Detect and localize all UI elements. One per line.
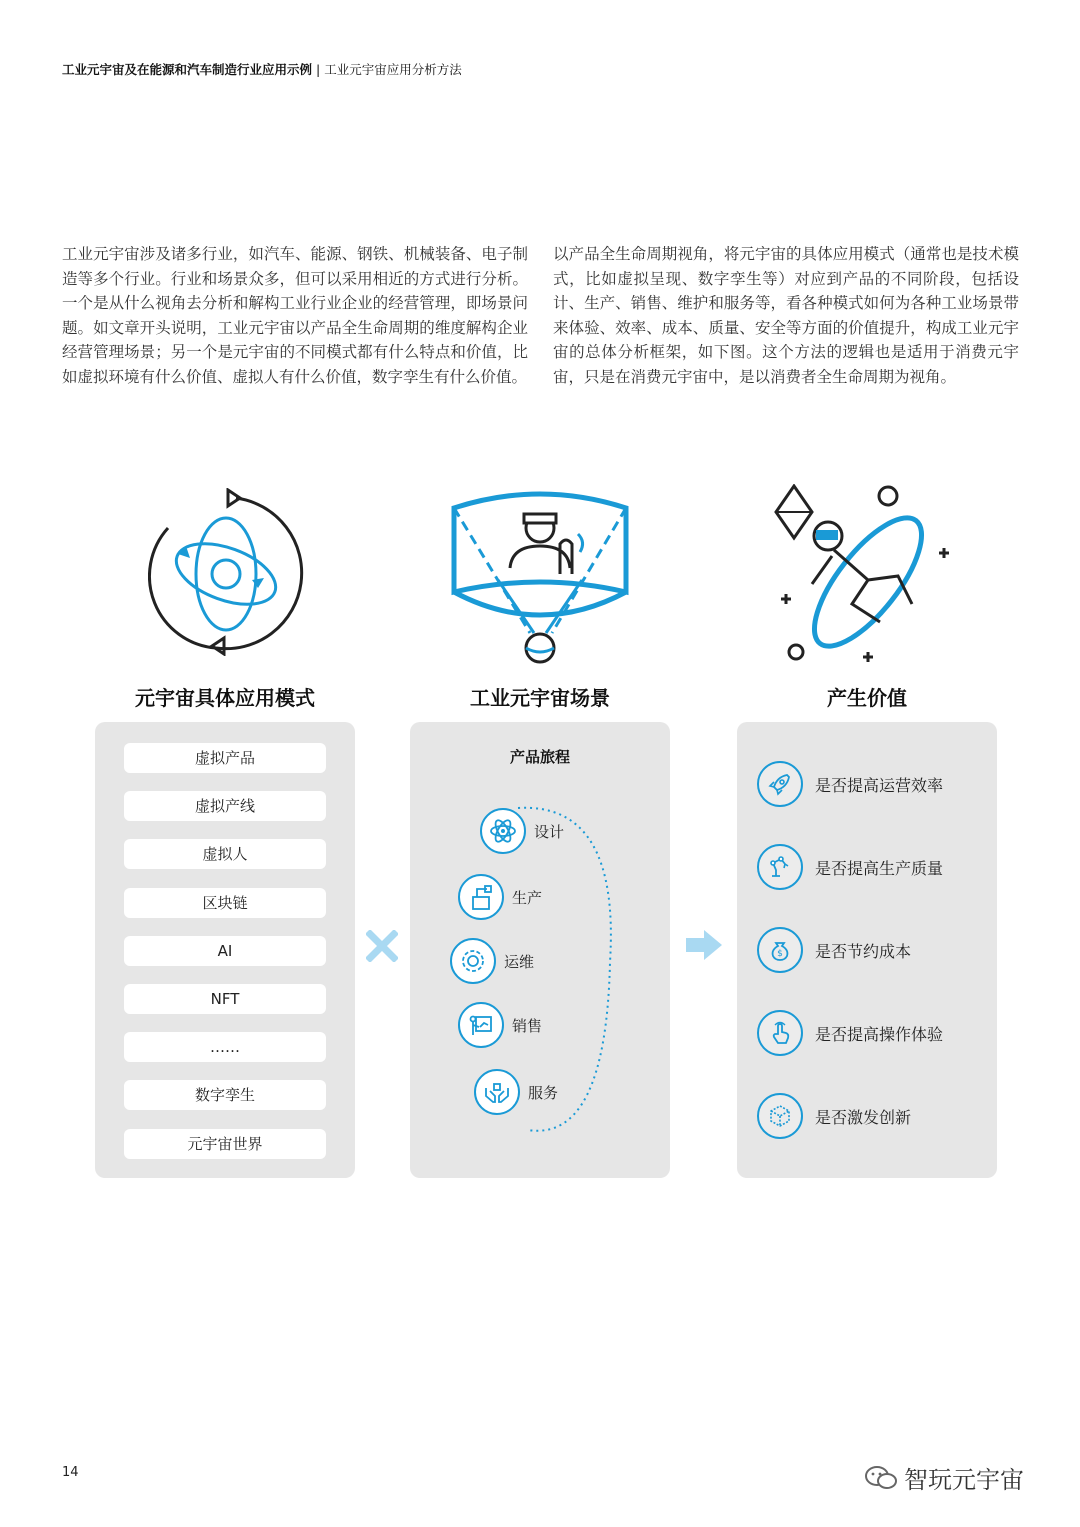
orbit-cycle-icon	[148, 488, 304, 660]
value-label: 是否提高操作体验	[815, 1024, 944, 1044]
mode-item: 元宇宙世界	[124, 1129, 326, 1159]
wechat-icon	[864, 1464, 898, 1492]
vr-presenter-icon	[448, 488, 632, 672]
value-item-efficiency	[757, 761, 943, 807]
mode-item: AI	[124, 936, 326, 966]
intro-paragraph-right: 以产品全生命周期视角，将元宇宙的具体应用模式（通常也是技术模式，比如虚拟呈现、数字孪生等）对应到产品的不同阶段，包括设计、生产、销售、维护和服务等，看各种模式如何为各种工业场景带来体验、效率、成本、质量、安全等方面的价值提升，构成工业元宇宙的总体分析框架，如下图。这个方法的逻辑也是适用于消费元宇宙，只是在消费元宇宙中，是以消费者全生命周期为视角。	[553, 245, 1019, 386]
values-column-title: 产生价值	[827, 686, 907, 710]
arrow-right-icon	[686, 928, 724, 966]
intro-paragraph-left: 工业元宇宙涉及诸多行业，如汽车、能源、钢铁、机械装备、电子制造等多个行业。行业和场景众多，但可以采用相近的方式进行分析。一个是从什么视角去分析和解构工业行业企业的经营管理，即场景问题。如文章开头说明，工业元宇宙以产品全生命周期的维度解构企业经营管理场景；另一个是元宇宙的不同模式都有什么特点和价值，比如虚拟环境有什么价值、虚拟人有什么价值，数字孪生有什么价值。	[62, 245, 528, 386]
cube-icon	[757, 1093, 803, 1139]
mode-item: 区块链	[124, 888, 326, 918]
stage-design	[480, 808, 564, 854]
mode-item: 虚拟产线	[124, 791, 326, 821]
mode-item: ……	[124, 1032, 326, 1062]
modes-list	[124, 743, 326, 1177]
gear-icon	[450, 938, 496, 984]
header-separator: |	[316, 62, 321, 77]
brand-name: 智玩元宇宙	[904, 1466, 1024, 1494]
running-header	[62, 60, 462, 78]
mode-item: 虚拟人	[124, 839, 326, 869]
scenes-panel	[410, 722, 670, 1178]
value-item-experience	[757, 1010, 943, 1056]
modes-panel	[95, 722, 355, 1178]
value-label: 是否节约成本	[815, 941, 912, 961]
money-bag-icon	[757, 927, 803, 973]
brand-watermark	[864, 1460, 1024, 1495]
presentation-icon	[458, 1002, 504, 1048]
value-label: 是否提高运营效率	[815, 775, 944, 795]
hands-icon	[474, 1069, 520, 1115]
stage-production	[458, 874, 542, 920]
values-panel	[737, 722, 997, 1178]
stage-label: 生产	[512, 888, 543, 907]
value-label: 是否提高生产质量	[815, 858, 944, 878]
modes-column-title: 元宇宙具体应用模式	[135, 686, 315, 710]
journey-title: 产品旅程	[509, 748, 570, 766]
stage-sales	[458, 1002, 542, 1048]
mode-item: 数字孪生	[124, 1080, 326, 1110]
rocket-icon	[757, 761, 803, 807]
value-item-innovation	[757, 1093, 911, 1139]
svg-text:$: $	[777, 949, 783, 959]
header-section: 工业元宇宙应用分析方法	[324, 62, 462, 77]
stage-label: 运维	[504, 952, 535, 971]
scenes-column-title: 工业元宇宙场景	[470, 686, 610, 710]
atom-icon	[480, 808, 526, 854]
stage-label: 设计	[534, 822, 565, 841]
robot-box-icon	[458, 874, 504, 920]
multiply-icon	[366, 930, 398, 966]
robot-arm-icon	[757, 844, 803, 890]
stage-label: 服务	[528, 1083, 559, 1102]
value-item-quality	[757, 844, 943, 890]
stage-label: 销售	[512, 1016, 543, 1035]
mode-item: 虚拟产品	[124, 743, 326, 773]
value-label: 是否激发创新	[815, 1107, 912, 1127]
touch-hand-icon	[757, 1010, 803, 1056]
header-title: 工业元宇宙及在能源和汽车制造行业应用示例	[62, 62, 313, 77]
stage-maintenance	[450, 938, 534, 984]
page-number: 14	[62, 1465, 79, 1480]
value-item-cost	[757, 927, 911, 973]
stage-service	[474, 1069, 558, 1115]
metaverse-avatar-icon	[772, 484, 962, 672]
mode-item: NFT	[124, 984, 326, 1014]
